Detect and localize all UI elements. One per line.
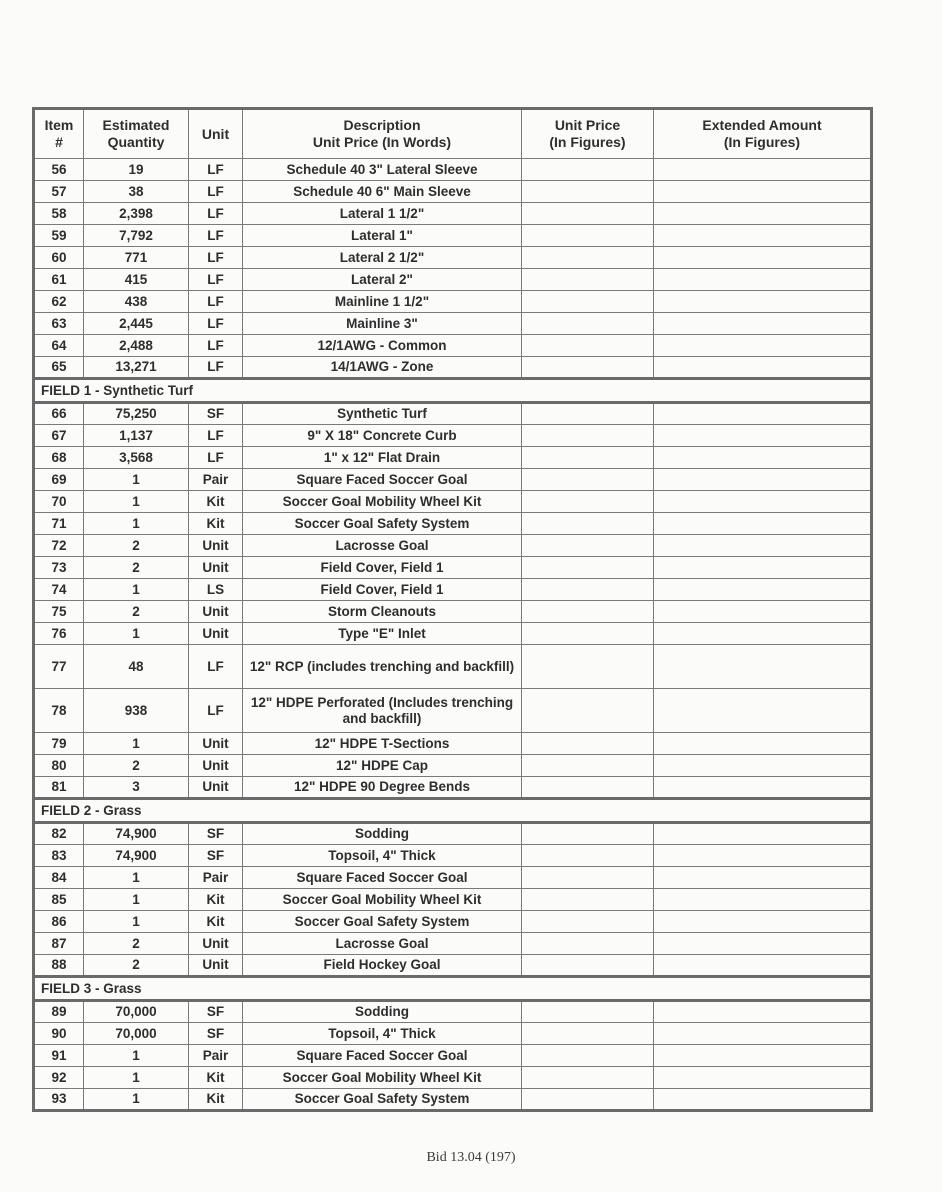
cell-description: 9" X 18" Concrete Curb (243, 425, 522, 447)
cell-estimated-quantity: 938 (84, 689, 189, 733)
cell-extended-amount-blank[interactable] (654, 247, 872, 269)
cell-description: 12" HDPE T-Sections (243, 733, 522, 755)
table-row (34, 845, 872, 867)
cell-extended-amount-blank[interactable] (654, 225, 872, 247)
cell-extended-amount-blank[interactable] (654, 955, 872, 977)
cell-unit-price-blank[interactable] (522, 425, 654, 447)
bid-form-table (32, 107, 873, 1112)
cell-item-number: 89 (34, 1001, 84, 1023)
cell-item-number: 59 (34, 225, 84, 247)
cell-item-number: 62 (34, 291, 84, 313)
cell-unit-price-blank[interactable] (522, 269, 654, 291)
cell-item-number: 87 (34, 933, 84, 955)
cell-unit: Unit (189, 955, 243, 977)
cell-extended-amount-blank[interactable] (654, 1001, 872, 1023)
cell-unit: Kit (189, 1089, 243, 1111)
cell-estimated-quantity: 70,000 (84, 1001, 189, 1023)
section-header-row (34, 379, 872, 403)
header-description: Description Unit Price (In Words) (243, 109, 522, 159)
cell-extended-amount-blank[interactable] (654, 1067, 872, 1089)
cell-description: Lateral 1" (243, 225, 522, 247)
cell-item-number: 83 (34, 845, 84, 867)
cell-estimated-quantity: 70,000 (84, 1023, 189, 1045)
cell-extended-amount-blank[interactable] (654, 889, 872, 911)
cell-item-number: 84 (34, 867, 84, 889)
cell-extended-amount-blank[interactable] (654, 269, 872, 291)
cell-estimated-quantity: 2,445 (84, 313, 189, 335)
cell-unit-price-blank[interactable] (522, 1067, 654, 1089)
cell-item-number: 86 (34, 911, 84, 933)
table-row (34, 181, 872, 203)
cell-item-number: 76 (34, 623, 84, 645)
table-row (34, 269, 872, 291)
cell-unit: Unit (189, 777, 243, 799)
cell-estimated-quantity: 38 (84, 181, 189, 203)
cell-unit: LF (189, 335, 243, 357)
cell-extended-amount-blank[interactable] (654, 357, 872, 379)
table-row (34, 357, 872, 379)
header-extended-amount: Extended Amount (In Figures) (654, 109, 872, 159)
cell-estimated-quantity: 2 (84, 601, 189, 623)
cell-extended-amount-blank[interactable] (654, 933, 872, 955)
table-row (34, 933, 872, 955)
cell-unit-price-blank[interactable] (522, 933, 654, 955)
cell-estimated-quantity: 1 (84, 867, 189, 889)
cell-item-number: 81 (34, 777, 84, 799)
cell-description: 12" HDPE Cap (243, 755, 522, 777)
cell-estimated-quantity: 2 (84, 557, 189, 579)
cell-description: Synthetic Turf (243, 403, 522, 425)
cell-unit-price-blank[interactable] (522, 491, 654, 513)
table-row (34, 955, 872, 977)
table-row (34, 689, 872, 733)
table-row (34, 225, 872, 247)
cell-estimated-quantity: 771 (84, 247, 189, 269)
cell-item-number: 70 (34, 491, 84, 513)
cell-unit: Pair (189, 867, 243, 889)
cell-estimated-quantity: 2,398 (84, 203, 189, 225)
cell-estimated-quantity: 1 (84, 469, 189, 491)
table-row (34, 755, 872, 777)
cell-unit: Unit (189, 733, 243, 755)
cell-description: Schedule 40 3" Lateral Sleeve (243, 159, 522, 181)
cell-unit: LF (189, 247, 243, 269)
table-row (34, 823, 872, 845)
cell-estimated-quantity: 3 (84, 777, 189, 799)
cell-unit: Unit (189, 623, 243, 645)
cell-unit-price-blank[interactable] (522, 225, 654, 247)
table-row (34, 911, 872, 933)
cell-extended-amount-blank[interactable] (654, 313, 872, 335)
cell-unit-price-blank[interactable] (522, 247, 654, 269)
cell-unit: LF (189, 425, 243, 447)
cell-unit: LF (189, 291, 243, 313)
cell-item-number: 68 (34, 447, 84, 469)
cell-item-number: 57 (34, 181, 84, 203)
cell-estimated-quantity: 1 (84, 1067, 189, 1089)
cell-unit: Kit (189, 1067, 243, 1089)
table-row (34, 291, 872, 313)
cell-unit-price-blank[interactable] (522, 557, 654, 579)
cell-estimated-quantity: 2 (84, 955, 189, 977)
cell-estimated-quantity: 1 (84, 889, 189, 911)
table-row (34, 889, 872, 911)
cell-description: Soccer Goal Mobility Wheel Kit (243, 889, 522, 911)
cell-estimated-quantity: 415 (84, 269, 189, 291)
cell-unit: SF (189, 403, 243, 425)
cell-description: Lateral 2 1/2" (243, 247, 522, 269)
cell-unit: Unit (189, 933, 243, 955)
cell-extended-amount-blank[interactable] (654, 447, 872, 469)
cell-unit-price-blank[interactable] (522, 689, 654, 733)
cell-estimated-quantity: 13,271 (84, 357, 189, 379)
table-body (34, 159, 872, 1111)
cell-description: Soccer Goal Safety System (243, 1089, 522, 1111)
cell-item-number: 91 (34, 1045, 84, 1067)
cell-description: Storm Cleanouts (243, 601, 522, 623)
cell-description: Mainline 1 1/2" (243, 291, 522, 313)
cell-item-number: 67 (34, 425, 84, 447)
table-row (34, 513, 872, 535)
cell-item-number: 85 (34, 889, 84, 911)
cell-description: Sodding (243, 823, 522, 845)
cell-extended-amount-blank[interactable] (654, 689, 872, 733)
cell-item-number: 93 (34, 1089, 84, 1111)
table-row (34, 335, 872, 357)
cell-unit-price-blank[interactable] (522, 159, 654, 181)
cell-unit: LF (189, 225, 243, 247)
cell-unit-price-blank[interactable] (522, 889, 654, 911)
cell-unit-price-blank[interactable] (522, 291, 654, 313)
cell-extended-amount-blank[interactable] (654, 623, 872, 645)
section-header-row (34, 799, 872, 823)
table-row (34, 1045, 872, 1067)
cell-item-number: 90 (34, 1023, 84, 1045)
cell-description: 1" x 12" Flat Drain (243, 447, 522, 469)
cell-unit: Unit (189, 755, 243, 777)
cell-estimated-quantity: 3,568 (84, 447, 189, 469)
cell-extended-amount-blank[interactable] (654, 733, 872, 755)
table-row (34, 1023, 872, 1045)
cell-extended-amount-blank[interactable] (654, 425, 872, 447)
cell-estimated-quantity: 1,137 (84, 425, 189, 447)
section-title: FIELD 2 - Grass (34, 799, 872, 823)
cell-item-number: 60 (34, 247, 84, 269)
cell-unit-price-blank[interactable] (522, 403, 654, 425)
table-row (34, 425, 872, 447)
table-row (34, 491, 872, 513)
cell-description: Soccer Goal Safety System (243, 911, 522, 933)
table-row (34, 159, 872, 181)
section-header-row (34, 977, 872, 1001)
cell-estimated-quantity: 48 (84, 645, 189, 689)
cell-estimated-quantity: 1 (84, 491, 189, 513)
cell-estimated-quantity: 75,250 (84, 403, 189, 425)
cell-unit-price-blank[interactable] (522, 1089, 654, 1111)
cell-extended-amount-blank[interactable] (654, 911, 872, 933)
cell-item-number: 58 (34, 203, 84, 225)
cell-extended-amount-blank[interactable] (654, 159, 872, 181)
cell-unit: Kit (189, 889, 243, 911)
cell-item-number: 88 (34, 955, 84, 977)
cell-description: 12" HDPE 90 Degree Bends (243, 777, 522, 799)
cell-item-number: 74 (34, 579, 84, 601)
cell-description: Square Faced Soccer Goal (243, 867, 522, 889)
cell-item-number: 80 (34, 755, 84, 777)
cell-extended-amount-blank[interactable] (654, 579, 872, 601)
table-row (34, 247, 872, 269)
cell-estimated-quantity: 1 (84, 1089, 189, 1111)
cell-unit: LF (189, 159, 243, 181)
cell-unit-price-blank[interactable] (522, 1023, 654, 1045)
cell-unit: LF (189, 447, 243, 469)
cell-description: Field Cover, Field 1 (243, 579, 522, 601)
cell-unit-price-blank[interactable] (522, 777, 654, 799)
cell-unit-price-blank[interactable] (522, 867, 654, 889)
cell-estimated-quantity: 2 (84, 535, 189, 557)
cell-description: Square Faced Soccer Goal (243, 1045, 522, 1067)
cell-unit: Kit (189, 491, 243, 513)
table-row (34, 733, 872, 755)
table-header-row (34, 109, 872, 159)
cell-extended-amount-blank[interactable] (654, 535, 872, 557)
table-row (34, 535, 872, 557)
table-row (34, 867, 872, 889)
table-row (34, 579, 872, 601)
cell-extended-amount-blank[interactable] (654, 823, 872, 845)
cell-extended-amount-blank[interactable] (654, 845, 872, 867)
cell-estimated-quantity: 438 (84, 291, 189, 313)
cell-description: Lateral 1 1/2" (243, 203, 522, 225)
cell-description: Lateral 2" (243, 269, 522, 291)
cell-estimated-quantity: 1 (84, 579, 189, 601)
cell-description: Field Hockey Goal (243, 955, 522, 977)
table-row (34, 601, 872, 623)
cell-estimated-quantity: 74,900 (84, 845, 189, 867)
cell-unit-price-blank[interactable] (522, 1045, 654, 1067)
cell-extended-amount-blank[interactable] (654, 403, 872, 425)
cell-unit: LS (189, 579, 243, 601)
cell-unit-price-blank[interactable] (522, 203, 654, 225)
cell-item-number: 78 (34, 689, 84, 733)
cell-estimated-quantity: 7,792 (84, 225, 189, 247)
cell-unit: LF (189, 689, 243, 733)
section-title: FIELD 1 - Synthetic Turf (34, 379, 872, 403)
cell-unit-price-blank[interactable] (522, 911, 654, 933)
cell-item-number: 73 (34, 557, 84, 579)
cell-extended-amount-blank[interactable] (654, 335, 872, 357)
table-row (34, 1001, 872, 1023)
cell-unit: Kit (189, 911, 243, 933)
cell-description: 12" HDPE Perforated (Includes trenching and backfill) (243, 689, 522, 733)
cell-estimated-quantity: 1 (84, 911, 189, 933)
cell-unit-price-blank[interactable] (522, 313, 654, 335)
table-row (34, 1067, 872, 1089)
cell-unit: Unit (189, 535, 243, 557)
cell-description: Lacrosse Goal (243, 535, 522, 557)
cell-description: Soccer Goal Mobility Wheel Kit (243, 491, 522, 513)
cell-item-number: 72 (34, 535, 84, 557)
cell-unit: Unit (189, 601, 243, 623)
cell-description: 14/1AWG - Zone (243, 357, 522, 379)
cell-item-number: 63 (34, 313, 84, 335)
cell-description: Topsoil, 4" Thick (243, 845, 522, 867)
cell-unit: SF (189, 1001, 243, 1023)
cell-description: Soccer Goal Mobility Wheel Kit (243, 1067, 522, 1089)
cell-unit: SF (189, 845, 243, 867)
cell-unit-price-blank[interactable] (522, 447, 654, 469)
cell-item-number: 79 (34, 733, 84, 755)
table-row (34, 777, 872, 799)
table-row (34, 1089, 872, 1111)
cell-unit-price-blank[interactable] (522, 469, 654, 491)
header-unit: Unit (189, 109, 243, 159)
cell-item-number: 92 (34, 1067, 84, 1089)
cell-item-number: 75 (34, 601, 84, 623)
cell-unit: LF (189, 269, 243, 291)
cell-unit-price-blank[interactable] (522, 513, 654, 535)
cell-description: Sodding (243, 1001, 522, 1023)
cell-item-number: 64 (34, 335, 84, 357)
table-row (34, 403, 872, 425)
table-row (34, 645, 872, 689)
cell-extended-amount-blank[interactable] (654, 755, 872, 777)
cell-unit-price-blank[interactable] (522, 579, 654, 601)
cell-description: Mainline 3" (243, 313, 522, 335)
cell-extended-amount-blank[interactable] (654, 777, 872, 799)
cell-extended-amount-blank[interactable] (654, 867, 872, 889)
cell-estimated-quantity: 2 (84, 755, 189, 777)
cell-unit: LF (189, 357, 243, 379)
cell-item-number: 61 (34, 269, 84, 291)
cell-item-number: 71 (34, 513, 84, 535)
cell-extended-amount-blank[interactable] (654, 181, 872, 203)
table-row (34, 469, 872, 491)
cell-extended-amount-blank[interactable] (654, 601, 872, 623)
cell-extended-amount-blank[interactable] (654, 1045, 872, 1067)
cell-unit-price-blank[interactable] (522, 623, 654, 645)
cell-description: Soccer Goal Safety System (243, 513, 522, 535)
cell-description: 12/1AWG - Common (243, 335, 522, 357)
table-row (34, 447, 872, 469)
cell-description: Field Cover, Field 1 (243, 557, 522, 579)
cell-unit-price-blank[interactable] (522, 601, 654, 623)
cell-unit: Unit (189, 557, 243, 579)
header-unit-price: Unit Price (In Figures) (522, 109, 654, 159)
cell-extended-amount-blank[interactable] (654, 1089, 872, 1111)
cell-extended-amount-blank[interactable] (654, 469, 872, 491)
cell-unit: LF (189, 645, 243, 689)
cell-unit-price-blank[interactable] (522, 335, 654, 357)
cell-unit: Pair (189, 1045, 243, 1067)
cell-unit-price-blank[interactable] (522, 955, 654, 977)
table-row (34, 203, 872, 225)
cell-unit: LF (189, 313, 243, 335)
cell-unit-price-blank[interactable] (522, 357, 654, 379)
cell-unit: Kit (189, 513, 243, 535)
cell-unit-price-blank[interactable] (522, 733, 654, 755)
cell-description: Lacrosse Goal (243, 933, 522, 955)
cell-estimated-quantity: 1 (84, 733, 189, 755)
cell-unit: LF (189, 181, 243, 203)
section-title: FIELD 3 - Grass (34, 977, 872, 1001)
cell-unit: SF (189, 823, 243, 845)
cell-extended-amount-blank[interactable] (654, 291, 872, 313)
cell-estimated-quantity: 19 (84, 159, 189, 181)
table-row (34, 313, 872, 335)
cell-description: Topsoil, 4" Thick (243, 1023, 522, 1045)
cell-extended-amount-blank[interactable] (654, 513, 872, 535)
cell-item-number: 66 (34, 403, 84, 425)
header-item: Item # (34, 109, 84, 159)
cell-item-number: 82 (34, 823, 84, 845)
page-footer: Bid 13.04 (197) (426, 1150, 516, 1165)
cell-description: Type "E" Inlet (243, 623, 522, 645)
cell-estimated-quantity: 1 (84, 513, 189, 535)
cell-unit: SF (189, 1023, 243, 1045)
table-row (34, 623, 872, 645)
cell-extended-amount-blank[interactable] (654, 1023, 872, 1045)
cell-item-number: 69 (34, 469, 84, 491)
table-row (34, 557, 872, 579)
header-estimated-quantity: Estimated Quantity (84, 109, 189, 159)
cell-unit-price-blank[interactable] (522, 845, 654, 867)
cell-description: Square Faced Soccer Goal (243, 469, 522, 491)
cell-unit: LF (189, 203, 243, 225)
cell-estimated-quantity: 2,488 (84, 335, 189, 357)
cell-item-number: 77 (34, 645, 84, 689)
cell-unit-price-blank[interactable] (522, 535, 654, 557)
cell-item-number: 65 (34, 357, 84, 379)
cell-extended-amount-blank[interactable] (654, 645, 872, 689)
cell-unit-price-blank[interactable] (522, 755, 654, 777)
cell-unit-price-blank[interactable] (522, 1001, 654, 1023)
cell-extended-amount-blank[interactable] (654, 203, 872, 225)
cell-description: Schedule 40 6" Main Sleeve (243, 181, 522, 203)
cell-estimated-quantity: 2 (84, 933, 189, 955)
cell-estimated-quantity: 1 (84, 623, 189, 645)
cell-item-number: 56 (34, 159, 84, 181)
cell-description: 12" RCP (includes trenching and backfill) (243, 645, 522, 689)
cell-estimated-quantity: 74,900 (84, 823, 189, 845)
cell-extended-amount-blank[interactable] (654, 557, 872, 579)
cell-unit-price-blank[interactable] (522, 645, 654, 689)
cell-unit: Pair (189, 469, 243, 491)
cell-unit-price-blank[interactable] (522, 823, 654, 845)
cell-unit-price-blank[interactable] (522, 181, 654, 203)
cell-extended-amount-blank[interactable] (654, 491, 872, 513)
cell-estimated-quantity: 1 (84, 1045, 189, 1067)
